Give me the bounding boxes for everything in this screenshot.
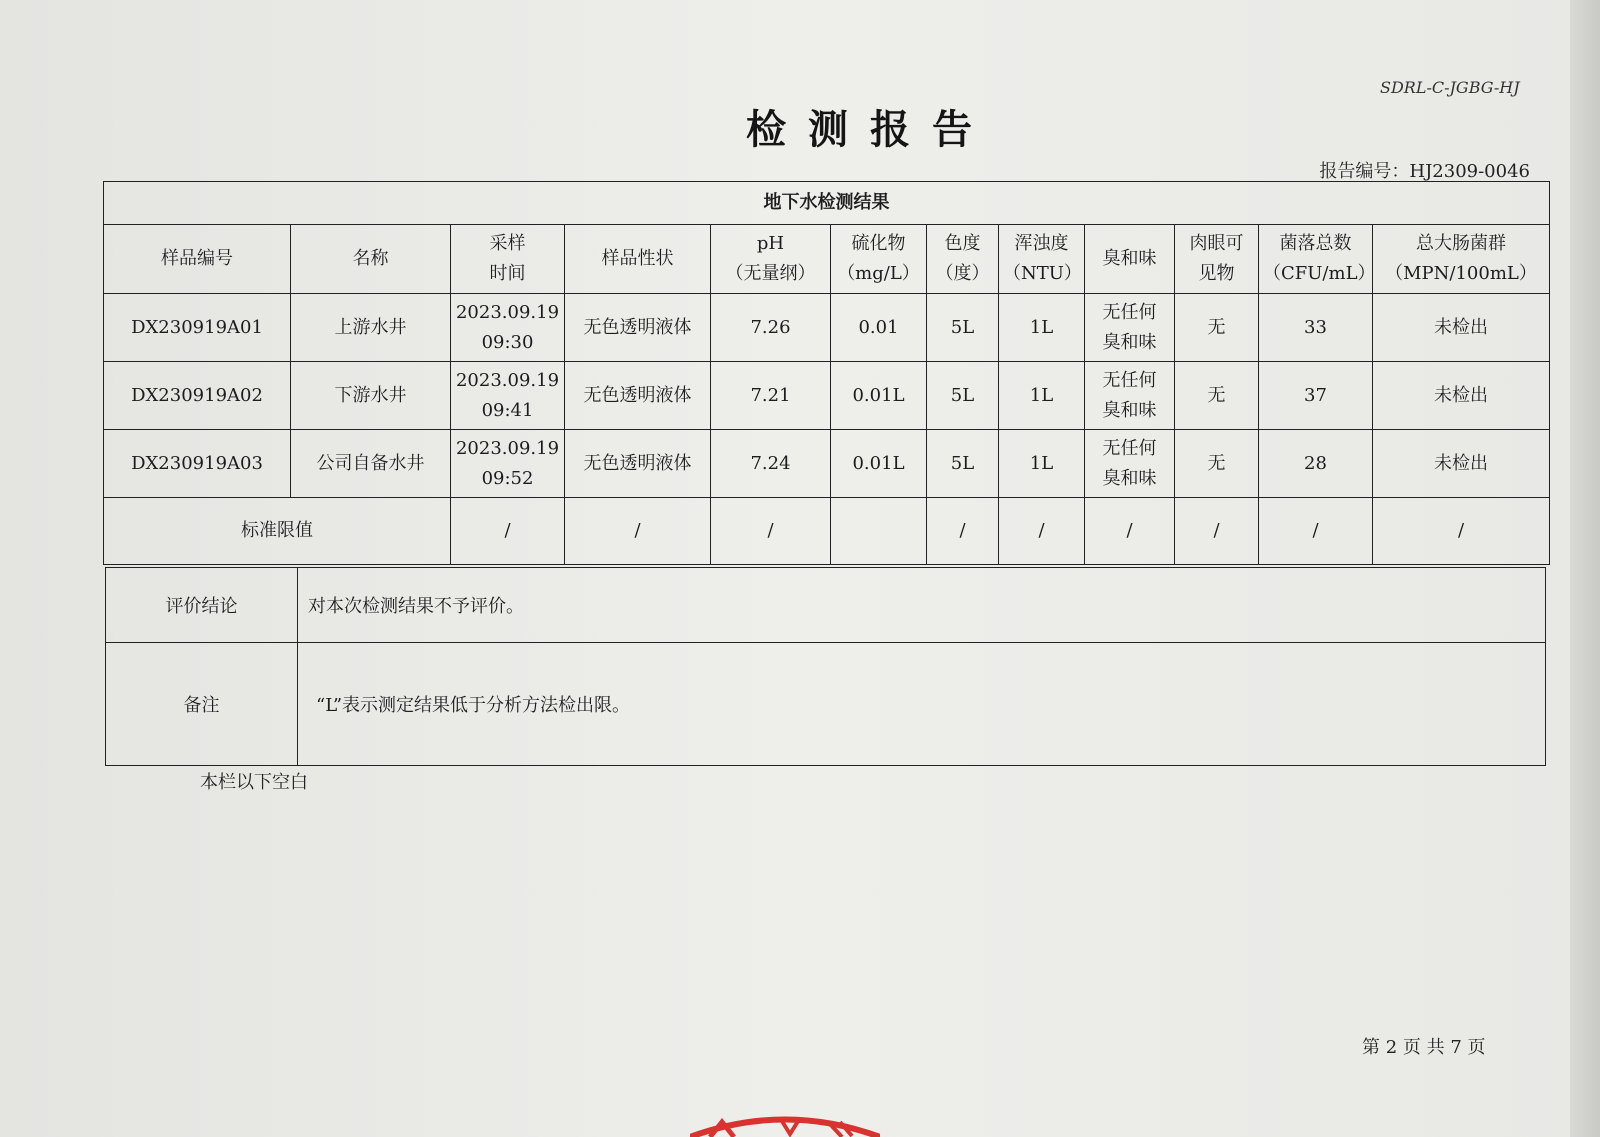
visible-matter-value: 无 bbox=[1175, 294, 1259, 362]
header-cell: 样品性状 bbox=[565, 225, 711, 294]
odor-value: 无任何 臭和味 bbox=[1085, 294, 1175, 362]
sample-name: 上游水井 bbox=[291, 294, 451, 362]
turbidity-value: 1L bbox=[999, 362, 1085, 430]
colony-count-value: 28 bbox=[1259, 430, 1373, 498]
page-title: 检测报告 bbox=[746, 106, 994, 153]
visible-matter-value: 无 bbox=[1175, 430, 1259, 498]
sulfide-value: 0.01 bbox=[831, 294, 927, 362]
coliform-value: 未检出 bbox=[1373, 430, 1550, 498]
scan-edge bbox=[1570, 0, 1600, 1137]
red-seal-stamp bbox=[690, 1112, 880, 1137]
colony-count-value: 33 bbox=[1259, 294, 1373, 362]
conclusion-table bbox=[105, 567, 1546, 766]
coliform-value: 未检出 bbox=[1373, 362, 1550, 430]
header-cell: 臭和味 bbox=[1085, 225, 1175, 294]
colony-count-value: 37 bbox=[1259, 362, 1373, 430]
header-cell: 菌落总数 （CFU/mL） bbox=[1259, 225, 1373, 294]
color-value: 5L bbox=[927, 294, 999, 362]
header-cell: 名称 bbox=[291, 225, 451, 294]
note-text: “L”表示测定结果低于分析方法检出限。 bbox=[298, 643, 1546, 766]
evaluation-label: 评价结论 bbox=[106, 568, 298, 643]
sample-time: 2023.09.19 09:52 bbox=[451, 430, 565, 498]
sample-id: DX230919A03 bbox=[104, 430, 291, 498]
header-cell: 浑浊度 （NTU） bbox=[999, 225, 1085, 294]
header-cell: 肉眼可 见物 bbox=[1175, 225, 1259, 294]
odor-value: 无任何 臭和味 bbox=[1085, 362, 1175, 430]
limit-cell: / bbox=[711, 498, 831, 565]
header-cell: 总大肠菌群 （MPN/100mL） bbox=[1373, 225, 1550, 294]
sulfide-value: 0.01L bbox=[831, 362, 927, 430]
limit-cell: / bbox=[1085, 498, 1175, 565]
header-cell: 样品编号 bbox=[104, 225, 291, 294]
sample-id: DX230919A02 bbox=[104, 362, 291, 430]
header-cell: 色度 （度） bbox=[927, 225, 999, 294]
page-number: 第 2 页 共 7 页 bbox=[1362, 1037, 1486, 1058]
header-cell: pH （无量纲） bbox=[711, 225, 831, 294]
sample-time: 2023.09.19 09:41 bbox=[451, 362, 565, 430]
limit-cell: / bbox=[451, 498, 565, 565]
limit-cell: / bbox=[999, 498, 1085, 565]
sample-appearance: 无色透明液体 bbox=[565, 294, 711, 362]
turbidity-value: 1L bbox=[999, 294, 1085, 362]
table-caption: 地下水检测结果 bbox=[104, 182, 1550, 225]
limit-cell: / bbox=[1259, 498, 1373, 565]
table-row bbox=[104, 362, 1550, 430]
limit-cell: / bbox=[1175, 498, 1259, 565]
sample-id: DX230919A01 bbox=[104, 294, 291, 362]
coliform-value: 未检出 bbox=[1373, 294, 1550, 362]
limit-cell: / bbox=[565, 498, 711, 565]
evaluation-row bbox=[106, 568, 1546, 643]
color-value: 5L bbox=[927, 430, 999, 498]
evaluation-text: 对本次检测结果不予评价。 bbox=[298, 568, 1546, 643]
note-row bbox=[106, 643, 1546, 766]
header-cell: 采样 时间 bbox=[451, 225, 565, 294]
visible-matter-value: 无 bbox=[1175, 362, 1259, 430]
turbidity-value: 1L bbox=[999, 430, 1085, 498]
sample-name: 下游水井 bbox=[291, 362, 451, 430]
table-row bbox=[104, 430, 1550, 498]
ph-value: 7.21 bbox=[711, 362, 831, 430]
sample-appearance: 无色透明液体 bbox=[565, 430, 711, 498]
table-row bbox=[104, 294, 1550, 362]
sample-name: 公司自备水井 bbox=[291, 430, 451, 498]
header-cell: 硫化物 （mg/L） bbox=[831, 225, 927, 294]
standard-limit-row bbox=[104, 498, 1550, 565]
limit-cell: / bbox=[1373, 498, 1550, 565]
table-header-row bbox=[104, 225, 1550, 294]
sample-appearance: 无色透明液体 bbox=[565, 362, 711, 430]
limit-cell bbox=[831, 498, 927, 565]
blank-below-note: 本栏以下空白 bbox=[200, 772, 308, 793]
ph-value: 7.26 bbox=[711, 294, 831, 362]
results-table bbox=[103, 181, 1550, 565]
color-value: 5L bbox=[927, 362, 999, 430]
standard-limit-label: 标准限值 bbox=[104, 498, 451, 565]
report-number: 报告编号：HJ2309-0046 bbox=[1319, 161, 1530, 182]
odor-value: 无任何 臭和味 bbox=[1085, 430, 1175, 498]
sample-time: 2023.09.19 09:30 bbox=[451, 294, 565, 362]
note-label: 备注 bbox=[106, 643, 298, 766]
sulfide-value: 0.01L bbox=[831, 430, 927, 498]
document-code: SDRL-C-JGBG-HJ bbox=[1380, 78, 1520, 97]
limit-cell: / bbox=[927, 498, 999, 565]
ph-value: 7.24 bbox=[711, 430, 831, 498]
